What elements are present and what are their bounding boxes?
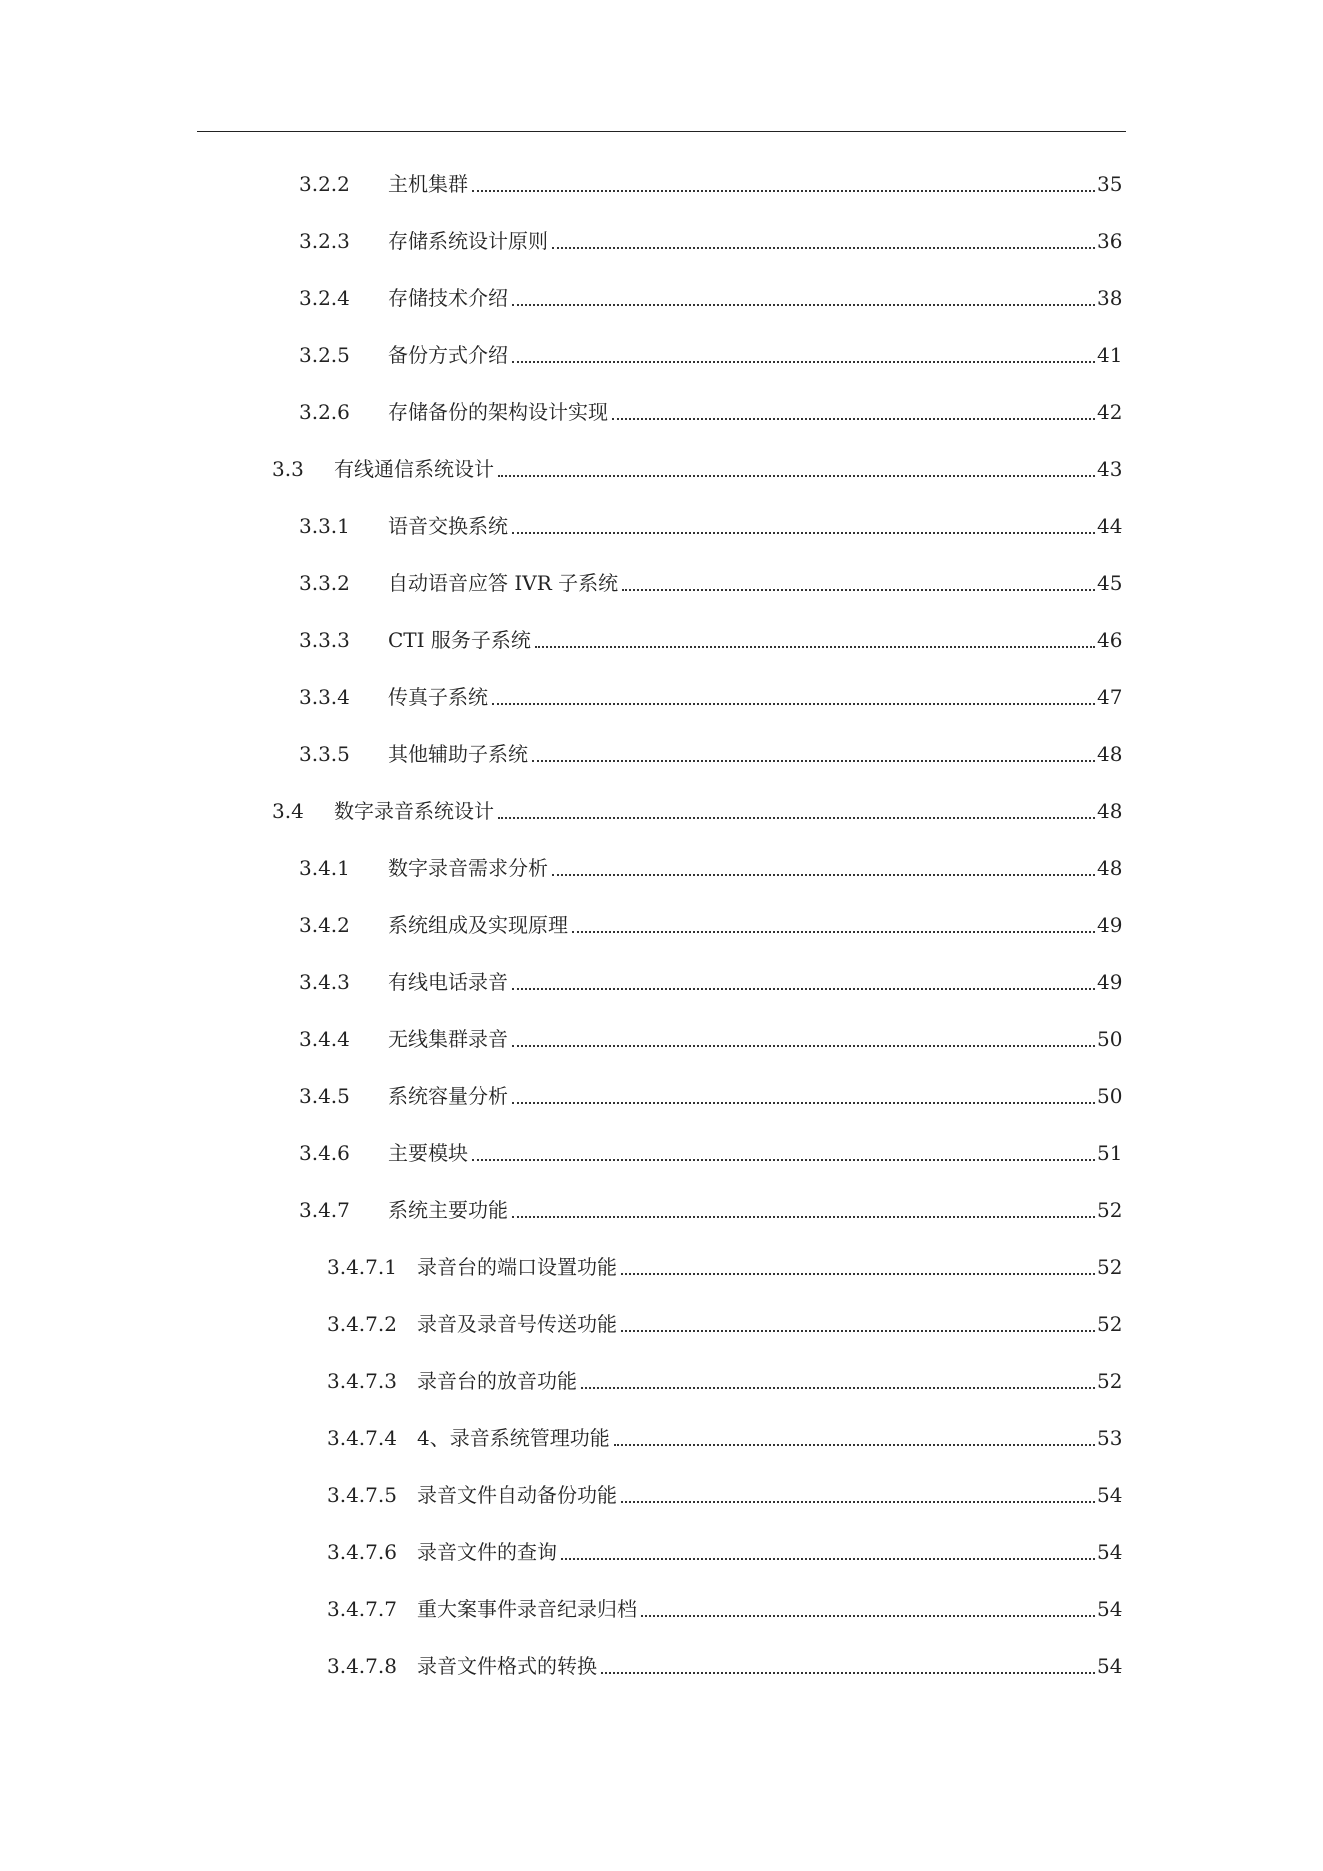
- table-of-contents: [0, 155, 1323, 1694]
- toc-entry[interactable]: [0, 269, 1323, 326]
- toc-entry-page: 54: [1097, 1653, 1123, 1678]
- toc-entry-page: 51: [1097, 1140, 1123, 1165]
- toc-entry-title: 4、录音系统管理功能: [417, 1425, 610, 1450]
- toc-entry-number: 3.2.4: [299, 285, 350, 310]
- toc-dot-leader: [622, 589, 1095, 591]
- toc-dot-leader: [552, 874, 1095, 876]
- toc-entry[interactable]: [0, 1010, 1323, 1067]
- toc-entry-number: 3.3.4: [299, 684, 350, 709]
- toc-entry-page: 36: [1097, 228, 1123, 253]
- toc-entry-page: 54: [1097, 1482, 1123, 1507]
- toc-entry-title: 数字录音需求分析: [388, 855, 548, 880]
- toc-entry-number: 3.4.7.1: [327, 1254, 397, 1279]
- toc-dot-leader: [572, 931, 1095, 933]
- toc-entry[interactable]: [0, 554, 1323, 611]
- toc-entry-title: 传真子系统: [388, 684, 488, 709]
- toc-entry-page: 54: [1097, 1539, 1123, 1564]
- toc-dot-leader: [472, 190, 1095, 192]
- toc-entry[interactable]: [0, 1124, 1323, 1181]
- toc-entry-number: 3.4.7.5: [327, 1482, 397, 1507]
- toc-entry-page: 44: [1097, 513, 1123, 538]
- toc-entry-title: 主机集群: [388, 171, 468, 196]
- toc-entry-page: 50: [1097, 1026, 1123, 1051]
- toc-dot-leader: [621, 1330, 1095, 1332]
- toc-entry[interactable]: [0, 1523, 1323, 1580]
- toc-entry[interactable]: [0, 725, 1323, 782]
- toc-entry-title: 系统组成及实现原理: [388, 912, 568, 937]
- toc-entry[interactable]: [0, 839, 1323, 896]
- toc-entry-title: 自动语音应答 IVR 子系统: [388, 570, 619, 595]
- toc-entry-number: 3.4.5: [299, 1083, 350, 1108]
- toc-dot-leader: [601, 1672, 1095, 1674]
- header-rule: [197, 131, 1126, 132]
- toc-entry-number: 3.4: [272, 798, 304, 823]
- toc-entry-number: 3.3.2: [299, 570, 350, 595]
- toc-entry-title: 有线通信系统设计: [334, 456, 494, 481]
- toc-dot-leader: [498, 817, 1095, 819]
- toc-entry-title: 存储备份的架构设计实现: [388, 399, 608, 424]
- toc-entry[interactable]: [0, 1637, 1323, 1694]
- toc-entry-number: 3.2.5: [299, 342, 350, 367]
- toc-entry[interactable]: [0, 383, 1323, 440]
- toc-dot-leader: [512, 1045, 1095, 1047]
- toc-entry-title: 录音台的放音功能: [417, 1368, 577, 1393]
- toc-dot-leader: [512, 532, 1095, 534]
- toc-dot-leader: [535, 646, 1095, 648]
- toc-dot-leader: [552, 247, 1095, 249]
- toc-entry-page: 43: [1097, 456, 1123, 481]
- toc-dot-leader: [532, 760, 1095, 762]
- toc-entry-title: 其他辅助子系统: [388, 741, 528, 766]
- toc-entry-page: 52: [1097, 1368, 1123, 1393]
- toc-entry[interactable]: [0, 440, 1323, 497]
- toc-entry[interactable]: [0, 497, 1323, 554]
- toc-entry-number: 3.4.7.7: [327, 1596, 397, 1621]
- toc-entry[interactable]: [0, 1295, 1323, 1352]
- toc-entry-number: 3.4.7.3: [327, 1368, 397, 1393]
- toc-dot-leader: [512, 361, 1095, 363]
- toc-entry[interactable]: [0, 896, 1323, 953]
- toc-entry-page: 47: [1097, 684, 1123, 709]
- toc-entry-number: 3.2.2: [299, 171, 350, 196]
- toc-entry-page: 48: [1097, 798, 1123, 823]
- toc-entry-number: 3.4.4: [299, 1026, 350, 1051]
- toc-dot-leader: [512, 1102, 1095, 1104]
- toc-entry-title: 系统主要功能: [388, 1197, 508, 1222]
- toc-entry-page: 54: [1097, 1596, 1123, 1621]
- toc-entry-number: 3.4.6: [299, 1140, 350, 1165]
- toc-dot-leader: [612, 418, 1095, 420]
- toc-dot-leader: [512, 304, 1095, 306]
- toc-entry-number: 3.2.6: [299, 399, 350, 424]
- toc-entry-title: CTI 服务子系统: [388, 627, 531, 652]
- toc-entry-title: 系统容量分析: [388, 1083, 508, 1108]
- toc-entry-title: 录音及录音号传送功能: [417, 1311, 617, 1336]
- toc-dot-leader: [621, 1501, 1095, 1503]
- toc-entry-title: 有线电话录音: [388, 969, 508, 994]
- toc-entry-number: 3.4.2: [299, 912, 350, 937]
- toc-entry[interactable]: [0, 1409, 1323, 1466]
- toc-dot-leader: [641, 1615, 1095, 1617]
- toc-entry-number: 3.4.7.4: [327, 1425, 397, 1450]
- toc-entry-number: 3.4.7.6: [327, 1539, 397, 1564]
- toc-entry-title: 无线集群录音: [388, 1026, 508, 1051]
- toc-entry-title: 备份方式介绍: [388, 342, 508, 367]
- toc-entry[interactable]: [0, 212, 1323, 269]
- toc-entry[interactable]: [0, 668, 1323, 725]
- toc-entry-page: 41: [1097, 342, 1123, 367]
- toc-entry-page: 48: [1097, 741, 1123, 766]
- toc-entry-title: 存储系统设计原则: [388, 228, 548, 253]
- toc-entry-page: 52: [1097, 1311, 1123, 1336]
- toc-entry-number: 3.3.1: [299, 513, 350, 538]
- toc-entry-title: 录音台的端口设置功能: [417, 1254, 617, 1279]
- toc-dot-leader: [512, 1216, 1095, 1218]
- toc-entry-title: 重大案事件录音纪录归档: [417, 1596, 637, 1621]
- toc-dot-leader: [561, 1558, 1095, 1560]
- toc-entry[interactable]: [0, 953, 1323, 1010]
- toc-entry[interactable]: [0, 326, 1323, 383]
- toc-dot-leader: [621, 1273, 1095, 1275]
- toc-entry-page: 53: [1097, 1425, 1123, 1450]
- toc-entry[interactable]: [0, 1181, 1323, 1238]
- toc-entry[interactable]: [0, 782, 1323, 839]
- toc-entry-title: 语音交换系统: [388, 513, 508, 538]
- toc-entry-page: 49: [1097, 969, 1123, 994]
- toc-entry-number: 3.4.7: [299, 1197, 350, 1222]
- toc-entry-number: 3.4.1: [299, 855, 350, 880]
- toc-entry-number: 3.3.5: [299, 741, 350, 766]
- toc-entry[interactable]: [0, 1067, 1323, 1124]
- toc-entry-title: 录音文件格式的转换: [417, 1653, 597, 1678]
- toc-entry-number: 3.3.3: [299, 627, 350, 652]
- toc-entry-page: 35: [1097, 171, 1123, 196]
- toc-dot-leader: [581, 1387, 1095, 1389]
- toc-entry-page: 38: [1097, 285, 1123, 310]
- toc-dot-leader: [472, 1159, 1095, 1161]
- toc-entry-page: 50: [1097, 1083, 1123, 1108]
- toc-entry-page: 52: [1097, 1254, 1123, 1279]
- toc-entry-number: 3.4.3: [299, 969, 350, 994]
- toc-entry-title: 主要模块: [388, 1140, 468, 1165]
- toc-dot-leader: [492, 703, 1095, 705]
- toc-entry-number: 3.3: [272, 456, 304, 481]
- toc-entry-title: 录音文件自动备份功能: [417, 1482, 617, 1507]
- toc-entry[interactable]: [0, 1352, 1323, 1409]
- toc-entry-title: 存储技术介绍: [388, 285, 508, 310]
- toc-entry-page: 46: [1097, 627, 1123, 652]
- toc-entry-number: 3.4.7.8: [327, 1653, 397, 1678]
- toc-entry[interactable]: [0, 1238, 1323, 1295]
- toc-entry-number: 3.4.7.2: [327, 1311, 397, 1336]
- toc-dot-leader: [498, 475, 1095, 477]
- toc-dot-leader: [614, 1444, 1095, 1446]
- toc-entry-page: 48: [1097, 855, 1123, 880]
- toc-entry[interactable]: [0, 155, 1323, 212]
- toc-entry[interactable]: [0, 1466, 1323, 1523]
- toc-dot-leader: [512, 988, 1095, 990]
- toc-entry-title: 录音文件的查询: [417, 1539, 557, 1564]
- toc-entry-page: 45: [1097, 570, 1123, 595]
- toc-entry-page: 52: [1097, 1197, 1123, 1222]
- toc-entry-page: 42: [1097, 399, 1123, 424]
- toc-entry[interactable]: [0, 611, 1323, 668]
- toc-entry-title: 数字录音系统设计: [334, 798, 494, 823]
- toc-entry-number: 3.2.3: [299, 228, 350, 253]
- toc-entry-page: 49: [1097, 912, 1123, 937]
- toc-entry[interactable]: [0, 1580, 1323, 1637]
